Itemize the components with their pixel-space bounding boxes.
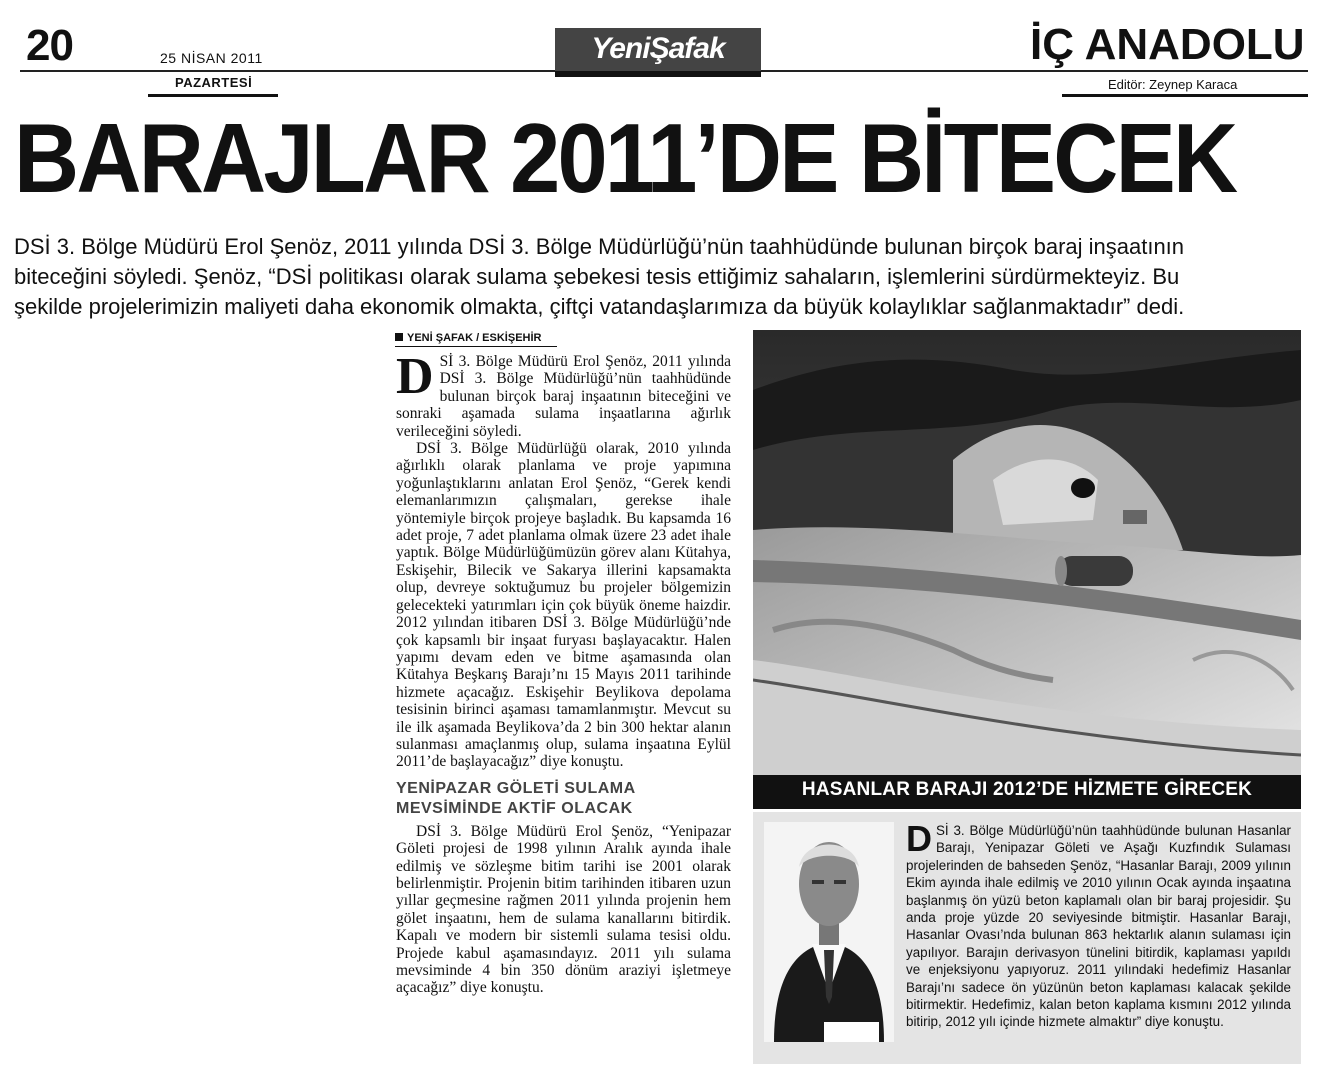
square-bullet-icon [395, 333, 403, 341]
source-credit [395, 332, 541, 344]
lead-paragraph [14, 232, 1314, 322]
sidebar-paragraph: Sİ 3. Bölge Müdürlüğü’nün taahhüdünde bulunan Hasanlar Barajı, Yenipazar Göleti ve Aşağı Kuzfındık Sulaması projelerinden de bahseden Şenöz, “Hasanlar Barajı, 2009 yılının Ekim ayında ihale edilmiş ve 2010 yılının Ocak ayında inşaatına başlanmış ön yüzü beton kaplamalı olan bir baraj projesidir. Şu anda proje yüzde 20 seviyesinde bitmiştir. Hasanlar Barajı, Hasanlar Ovası’nda bulunan 863 hektarlık alanın sulaması için yapılıyor. Barajın derivasyon tünelini bitirdik, kaplaması yapıldı ve enjeksiyonu yapıyoruz. 2011 yılındaki hedefimiz Hasanlar Barajı’nı sadece ön yüzünün beton kaplaması kalacak şekilde bitirmektir. Hedefimiz, kalan beton kaplama kısmını 2012 yılında bitirip, 2012 yılı içinde hizmete almaktır” diye konuştu. [906, 823, 1291, 1030]
issue-date: 25 NİSAN 2011 [160, 50, 263, 66]
source-rule [395, 346, 557, 347]
headline: BARAJLAR 2011’DE BİTECEK [14, 103, 1236, 213]
lead-line: şekilde projelerimizin maliyeti daha ekonomik olmakta, çiftçi vatandaşlarımıza da büyük kolaylıklar sağlanmaktadır” dedi. [14, 294, 1185, 319]
dam-construction-photo [753, 330, 1301, 775]
newspaper-logo: YeniŞafak [591, 32, 725, 65]
section-title: İÇ ANADOLU [1030, 20, 1305, 69]
editor-credit: Editör: Zeynep Karaca [1108, 77, 1238, 92]
lead-line: biteceğini söyledi. Şenöz, “DSİ politikası olarak sulama şebekesi tesis ettiğimiz sahaların, işlemlerini sürdürmekteyiz. Bu [14, 264, 1180, 289]
logo-bar [555, 71, 761, 77]
body-paragraph [396, 348, 731, 440]
issue-day: PAZARTESİ [175, 75, 253, 90]
subheading: YENİPAZAR GÖLETİ SULAMA MEVSİMİNDE AKTİF OLACAK [396, 779, 636, 817]
sidebar-drop-cap: D [906, 818, 932, 859]
page-number: 20 [26, 21, 73, 70]
editor-rule [1062, 94, 1308, 97]
body-paragraph: DSİ 3. Bölge Müdürü Erol Şenöz, “Yenipazar Göleti projesi de 1998 yılının Aralık ayında ihale edilmiş ve sözleşme bitim tarihi ise 2001 olarak belirlenmiştir. Projenin bitim tarihinden itibaren uzun yıllar geçmesine rağmen 2011 yılında projenin hem gölet inşaatını, hem de sulama kanallarını bitirdik. Kapalı ve modern bir sistemli sulama tesisi oldu. Projede kabul aşamasındayız. 2011 yılı sulama mevsiminde 4 bin 350 dönüm araziyi işletmeye açacağız” diye konuştu. [396, 822, 731, 997]
drop-cap: D [396, 348, 434, 405]
source-text: YENİ ŞAFAK / ESKİŞEHİR [407, 332, 542, 344]
sidebar-text [906, 818, 1291, 1031]
body-paragraph-text: Sİ 3. Bölge Müdürü Erol Şenöz, 2011 yılında DSİ 3. Bölge Müdürlüğü’nün taahhüdünde bulunan birçok baraj inşaatının biteceğini ve sonraki aşamada sulama inşaatlarına ağırlık verileceğini söyledi. [396, 353, 731, 440]
photo-caption: HASANLAR BARAJI 2012’DE HİZMETE GİRECEK [801, 779, 1253, 800]
portrait-photo [764, 822, 894, 1042]
article-body [396, 348, 731, 997]
lead-line: DSİ 3. Bölge Müdürü Erol Şenöz, 2011 yılında DSİ 3. Bölge Müdürlüğü’nün taahhüdünde bulunan birçok baraj inşaatının [14, 234, 1185, 259]
body-paragraph: DSİ 3. Bölge Müdürlüğü olarak, 2010 yılında ağırlıklı olarak planlama ve proje yapımına yoğunlaştıklarını anlatan Erol Şenöz, “Gerek kendi elemanlarımızın çalışmaları, gerekse ihale yöntemiyle birçok projeye başladık. Bu kapsamda 16 adet proje, 7 adet planlama olmak üzere 23 adet ihale yaptık. Bölge Müdürlüğümüzün görev alanı Kütahya, Eskişehir, Bilecik ve Sakarya illerini kapsamakta olup, devreye soktuğumuz bu projeler bölgemizin gelecekteki yatırımları için çok büyük öneme haizdir. 2012 yılından itibaren DSİ 3. Bölge Müdürlüğü’nde çok kapsamlı bir inşaat furyası başlayacaktır. Halen yapımı devam eden ve bitme aşamasında olan Kütahya Beşkarış Barajı’nı 15 Mayıs 2011 tarihinde hizmete açacağız. Eskişehir Beylikova depolama tesisinin birinci aşaması tamamlanmıştır. Mevcut su ile ilk aşamada Beylikova’da 2 bin 300 hektar alanın sulanması amaçlanmış olup, sulama inşaatına Eylül 2011’de başlayacağız” diye konuştu. [396, 440, 731, 771]
